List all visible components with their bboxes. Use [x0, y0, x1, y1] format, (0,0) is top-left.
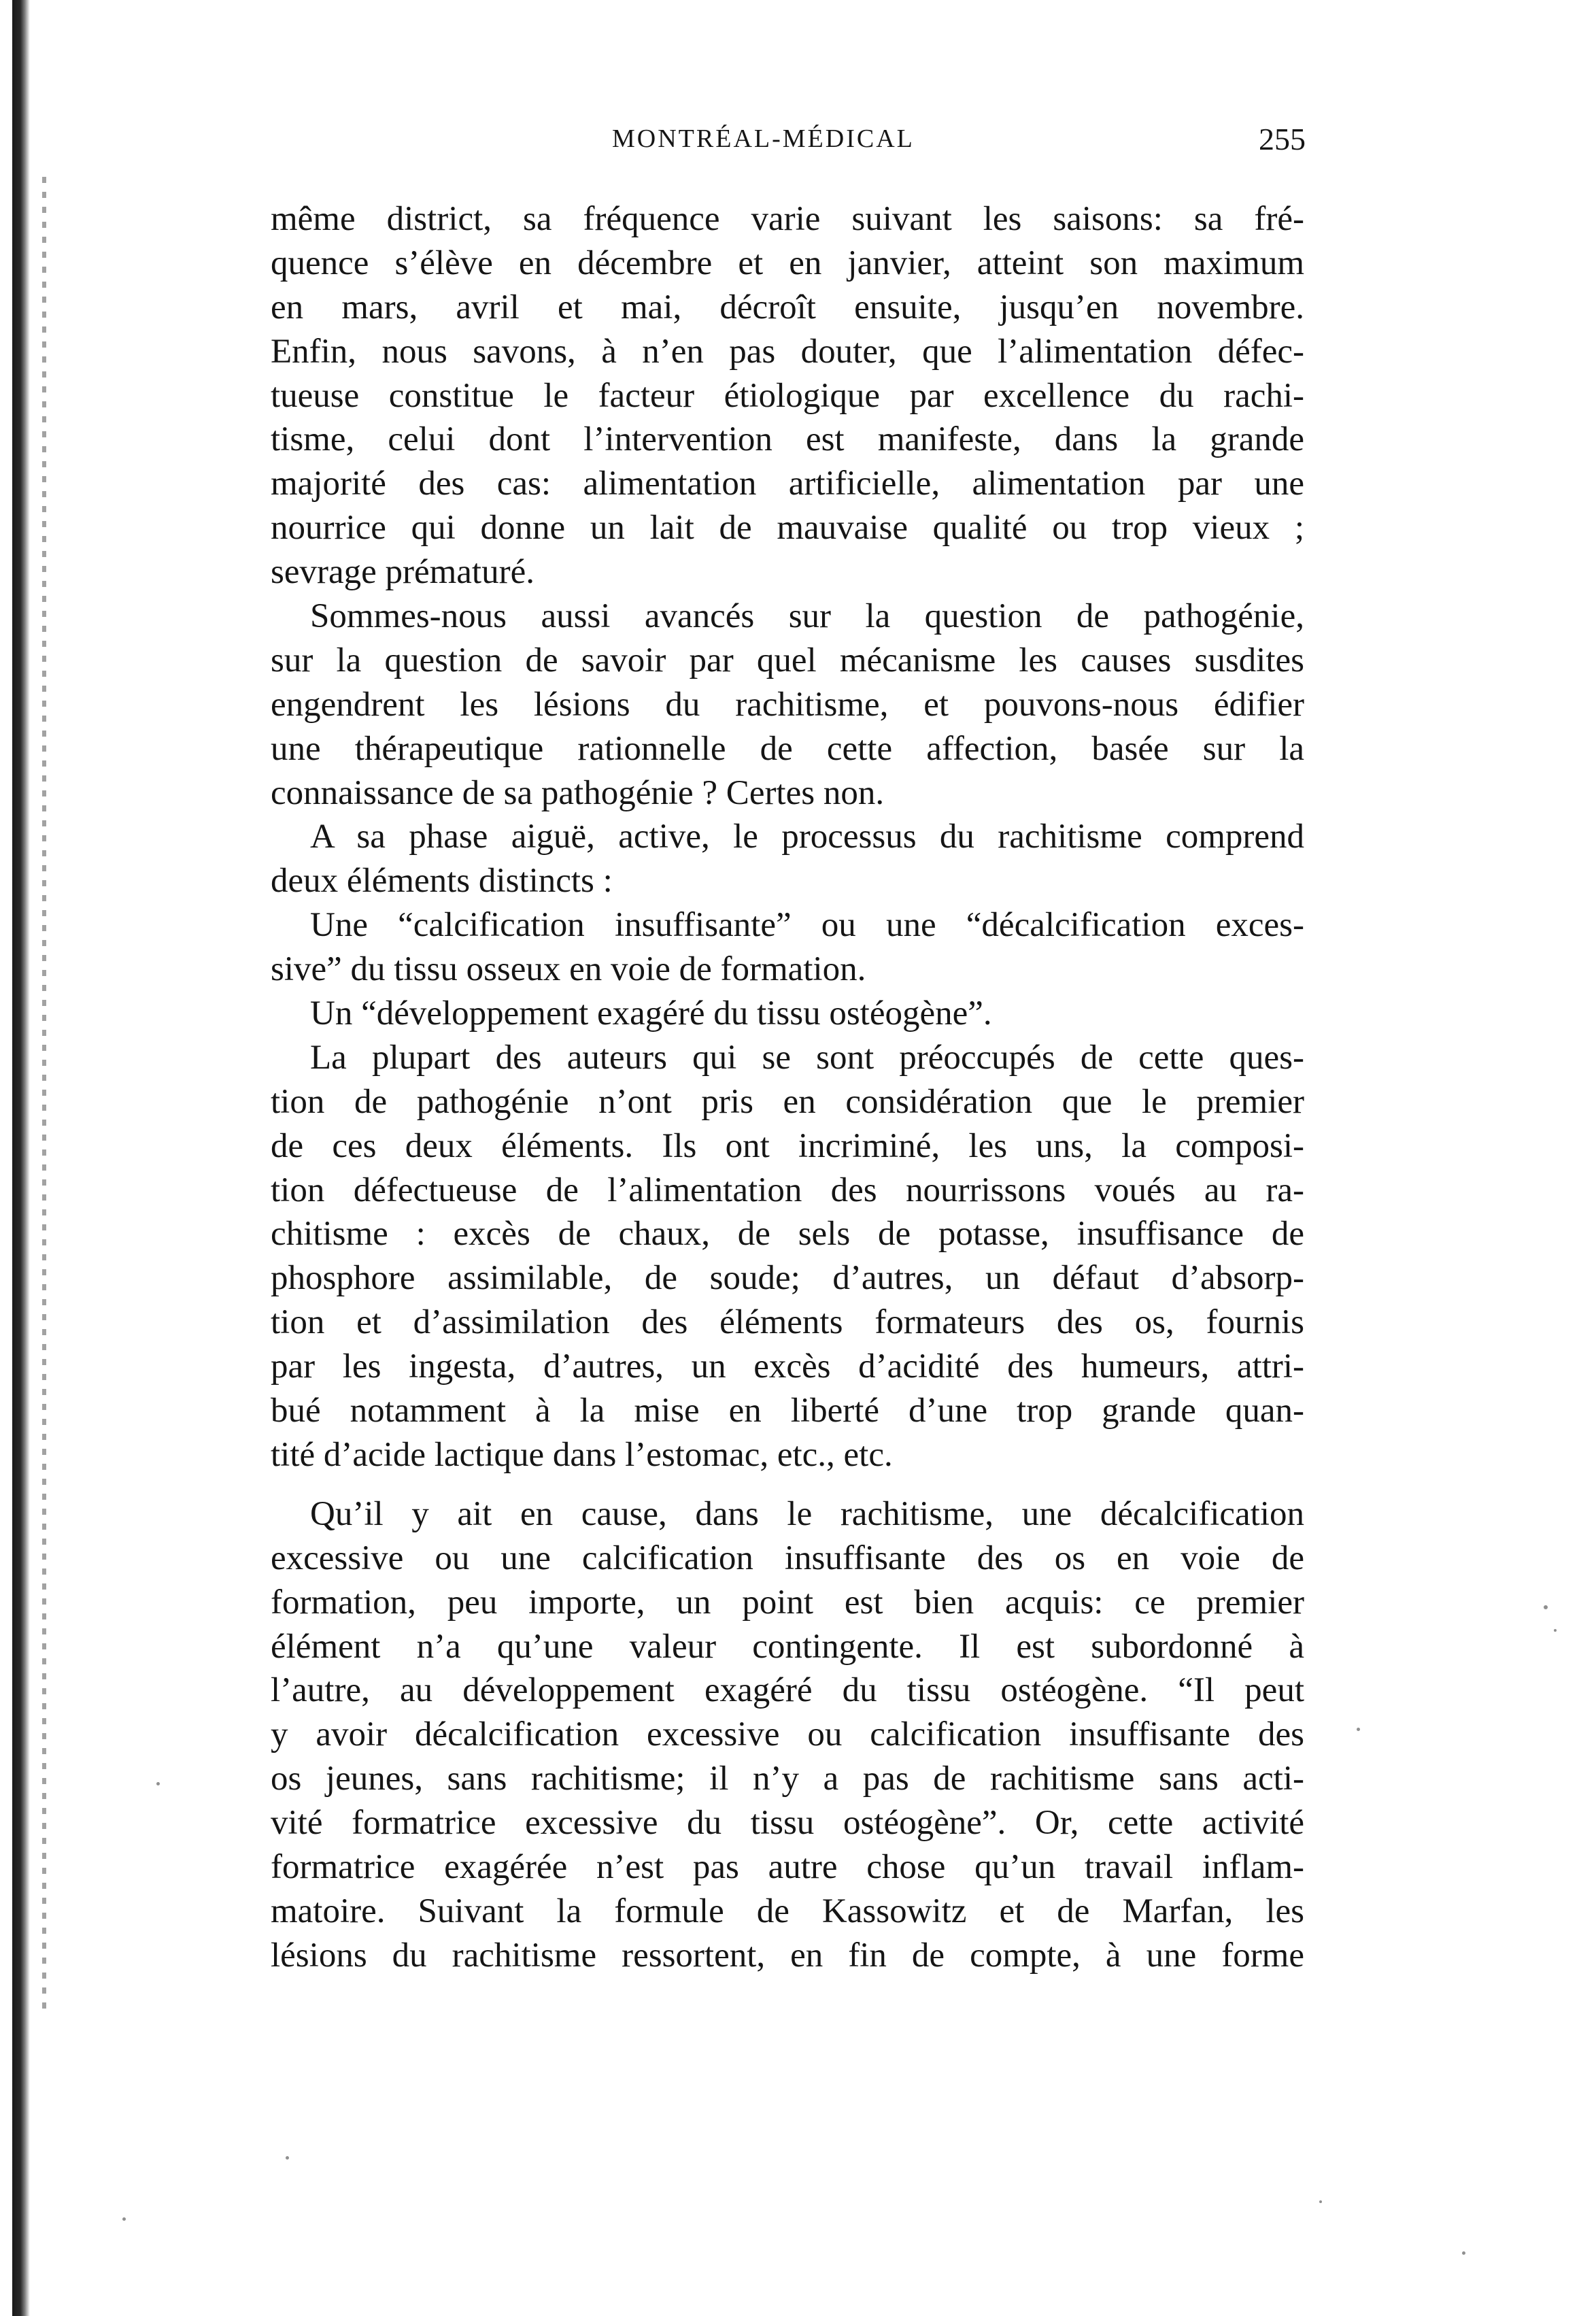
text-line: connaissance de sa pathogénie ? Certes non.: [271, 773, 885, 812]
running-head: MONTRÉAL-MÉDICAL: [612, 124, 915, 153]
text-line: Sommes-nous aussi avancés sur la question de pathogénie,: [310, 597, 1304, 636]
text-line: La plupart des auteurs qui se sont préoccupés de cette ques-: [310, 1038, 1304, 1077]
text-line: tion de pathogénie n’ont pris en considération que le premier: [271, 1082, 1304, 1121]
text-line: Enfin, nous savons, à n’en pas douter, que l’alimentation défec-: [271, 332, 1304, 371]
text-line: de ces deux éléments. Ils ont incriminé, les uns, la composi-: [271, 1126, 1304, 1165]
scan-speck: [1357, 1728, 1360, 1731]
text-line: lésions du rachitisme ressortent, en fin de compte, à une forme: [271, 1936, 1304, 1975]
text-line: tité d’acide lactique dans l’estomac, etc., etc.: [271, 1435, 893, 1474]
text-line: Qu’il y ait en cause, dans le rachitisme, une décalcification: [310, 1494, 1304, 1533]
body-text: [271, 197, 1304, 1978]
text-line: majorité des cas: alimentation artificielle, alimentation par une: [271, 465, 1304, 503]
text-line: par les ingesta, d’autres, un excès d’acidité des humeurs, attri-: [271, 1347, 1304, 1386]
scan-speck: [286, 2156, 289, 2160]
text-line: tueuse constitue le facteur étiologique par excellence du rachi-: [271, 376, 1304, 415]
text-line: engendrent les lésions du rachitisme, et pouvons-nous édifier: [271, 685, 1304, 724]
text-line: bué notamment à la mise en liberté d’une trop grande quan-: [271, 1392, 1304, 1430]
text-line: nourrice qui donne un lait de mauvaise qualité ou trop vieux ;: [271, 509, 1304, 548]
text-line: vité formatrice excessive du tissu ostéogène”. Or, cette activité: [271, 1804, 1304, 1843]
text-line: os jeunes, sans rachitisme; il n’y a pas de rachitisme sans acti-: [271, 1760, 1304, 1798]
scan-speck: [1544, 1605, 1548, 1609]
text-line: excessive ou une calcification insuffisante des os en voie de: [271, 1539, 1304, 1577]
text-line: formatrice exagérée n’est pas autre chose qu’un travail inflam-: [271, 1847, 1304, 1886]
text-line: tisme, celui dont l’intervention est manifeste, dans la grande: [271, 420, 1304, 459]
page-gutter-shadow: [42, 177, 46, 2013]
text-line: sevrage prématuré.: [271, 553, 534, 592]
text-line: une thérapeutique rationnelle de cette affection, basée sur la: [271, 729, 1304, 768]
text-line: chitisme : excès de chaux, de sels de potasse, insuffisance de: [271, 1215, 1304, 1254]
page-header: [272, 117, 1306, 165]
page-number: 255: [1259, 122, 1306, 156]
scan-speck: [1319, 2200, 1322, 2203]
page-binding-edge: [12, 0, 30, 2316]
text-line: élément n’a qu’une valeur contingente. Il est subordonné à: [271, 1627, 1304, 1666]
text-line: y avoir décalcification excessive ou calcification insuffisante des: [271, 1715, 1304, 1754]
text-line: Un “développement exagéré du tissu ostéogène”.: [310, 994, 992, 1033]
text-line: phosphore assimilable, de soude; d’autres, un défaut d’absorp-: [271, 1259, 1304, 1298]
text-line: formation, peu importe, un point est bien acquis: ce premier: [271, 1583, 1304, 1622]
scan-speck: [122, 2217, 126, 2221]
text-line: tion et d’assimilation des éléments formateurs des os, fournis: [271, 1303, 1304, 1342]
text-line: tion défectueuse de l’alimentation des nourrissons voués au ra-: [271, 1171, 1304, 1209]
scan-speck: [1462, 2251, 1465, 2255]
text-line: Une “calcification insuffisante” ou une “décalcification exces-: [310, 906, 1304, 945]
text-line: même district, sa fréquence varie suivant les saisons: sa fré-: [271, 200, 1304, 238]
scan-speck: [1554, 1629, 1557, 1632]
text-line: deux éléments distincts :: [271, 862, 613, 901]
text-line: sive” du tissu osseux en voie de formation.: [271, 950, 866, 989]
text-line: sur la question de savoir par quel mécanisme les causes susdites: [271, 641, 1304, 679]
text-line: A sa phase aiguë, active, le processus du rachitisme comprend: [310, 818, 1304, 856]
scan-speck: [156, 1782, 160, 1785]
text-line: l’autre, au développement exagéré du tissu ostéogène. “Il peut: [271, 1671, 1304, 1710]
text-line: en mars, avril et mai, décroît ensuite, jusqu’en novembre.: [271, 288, 1304, 326]
text-line: matoire. Suivant la formule de Kassowitz et de Marfan, les: [271, 1892, 1304, 1930]
text-line: quence s’élève en décembre et en janvier, atteint son maximum: [271, 244, 1304, 282]
